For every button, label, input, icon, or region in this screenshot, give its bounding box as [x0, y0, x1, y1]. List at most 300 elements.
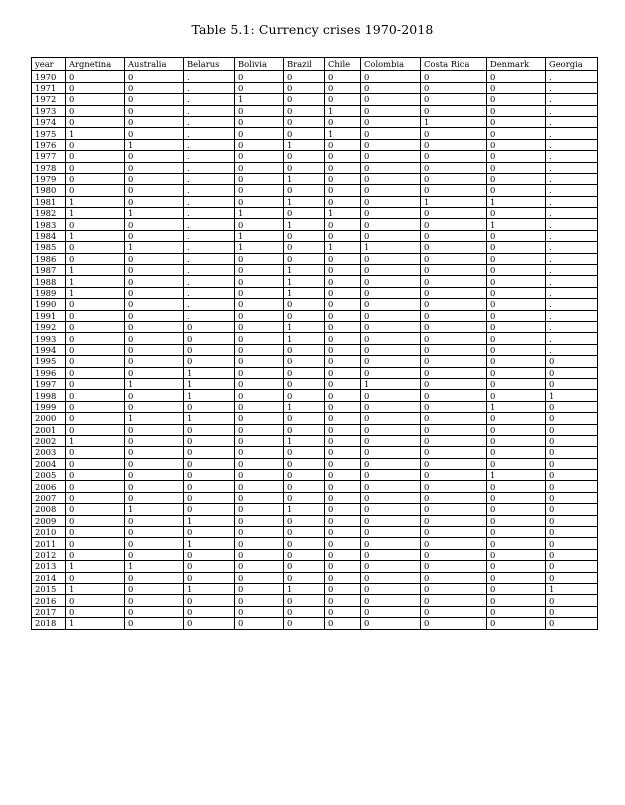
value-cell: . — [546, 321, 598, 332]
value-cell: . — [546, 162, 598, 173]
value-cell: 1 — [125, 242, 184, 253]
value-cell: 0 — [487, 82, 546, 93]
table-container — [31, 57, 597, 630]
value-cell: 0 — [284, 128, 325, 139]
value-cell: 0 — [235, 276, 284, 287]
value-cell: 0 — [235, 561, 284, 572]
value-cell: . — [184, 173, 235, 184]
value-cell: 1 — [487, 219, 546, 230]
value-cell: 0 — [546, 538, 598, 549]
value-cell: 0 — [325, 71, 361, 82]
value-cell: 0 — [421, 378, 487, 389]
value-cell: 0 — [487, 595, 546, 606]
table-row — [32, 481, 598, 492]
table-row — [32, 185, 598, 196]
value-cell: 0 — [235, 401, 284, 412]
value-cell: 0 — [235, 151, 284, 162]
value-cell: 0 — [235, 447, 284, 458]
value-cell: 0 — [235, 595, 284, 606]
value-cell: 0 — [361, 151, 421, 162]
value-cell: 0 — [487, 583, 546, 594]
year-cell: 1978 — [32, 162, 66, 173]
value-cell: 0 — [421, 435, 487, 446]
value-cell: 0 — [66, 401, 125, 412]
value-cell: 0 — [284, 595, 325, 606]
value-cell: 0 — [125, 151, 184, 162]
year-cell: 1987 — [32, 265, 66, 276]
value-cell: . — [546, 128, 598, 139]
value-cell: 0 — [235, 527, 284, 538]
value-cell: 0 — [361, 401, 421, 412]
year-cell: 1972 — [32, 94, 66, 105]
table-row — [32, 71, 598, 82]
value-cell: 0 — [361, 208, 421, 219]
value-cell: 0 — [361, 549, 421, 560]
value-cell: 0 — [361, 94, 421, 105]
value-cell: 0 — [546, 527, 598, 538]
value-cell: 0 — [361, 82, 421, 93]
value-cell: 0 — [235, 310, 284, 321]
value-cell: 0 — [325, 561, 361, 572]
value-cell: 0 — [125, 128, 184, 139]
value-cell: 0 — [487, 356, 546, 367]
value-cell: 0 — [125, 492, 184, 503]
value-cell: 0 — [125, 287, 184, 298]
value-cell: 0 — [235, 265, 284, 276]
value-cell: 1 — [284, 219, 325, 230]
column-header: Chile — [325, 58, 361, 71]
value-cell: 0 — [125, 583, 184, 594]
year-cell: 1983 — [32, 219, 66, 230]
value-cell: 0 — [361, 276, 421, 287]
value-cell: 0 — [284, 447, 325, 458]
value-cell: 0 — [361, 219, 421, 230]
value-cell: . — [546, 116, 598, 127]
table-row — [32, 595, 598, 606]
value-cell: 0 — [487, 561, 546, 572]
value-cell: 1 — [66, 618, 125, 629]
value-cell: 1 — [66, 230, 125, 241]
value-cell: 0 — [546, 504, 598, 515]
value-cell: 0 — [325, 549, 361, 560]
value-cell: 0 — [235, 105, 284, 116]
value-cell: 0 — [66, 71, 125, 82]
value-cell: . — [546, 299, 598, 310]
value-cell: 0 — [235, 173, 284, 184]
value-cell: 0 — [325, 538, 361, 549]
value-cell: 0 — [284, 538, 325, 549]
value-cell: 0 — [421, 527, 487, 538]
value-cell: 0 — [487, 424, 546, 435]
value-cell: 0 — [125, 71, 184, 82]
header-row — [32, 58, 598, 71]
value-cell: 1 — [325, 105, 361, 116]
value-cell: 0 — [235, 139, 284, 150]
column-header: Argnetina — [66, 58, 125, 71]
year-cell: 2008 — [32, 504, 66, 515]
value-cell: 0 — [125, 538, 184, 549]
value-cell: 1 — [235, 94, 284, 105]
value-cell: 0 — [284, 618, 325, 629]
value-cell: 0 — [487, 242, 546, 253]
value-cell: 0 — [125, 321, 184, 332]
year-cell: 1976 — [32, 139, 66, 150]
table-caption: Table 5.1: Currency crises 1970-2018 — [191, 22, 434, 37]
value-cell: . — [546, 287, 598, 298]
value-cell: 0 — [325, 276, 361, 287]
value-cell: 0 — [421, 492, 487, 503]
value-cell: 0 — [361, 139, 421, 150]
value-cell: 0 — [125, 515, 184, 526]
value-cell: . — [184, 299, 235, 310]
value-cell: 0 — [184, 321, 235, 332]
value-cell: 0 — [361, 367, 421, 378]
value-cell: 0 — [325, 196, 361, 207]
value-cell: 0 — [421, 151, 487, 162]
value-cell: 0 — [235, 253, 284, 264]
value-cell: 0 — [325, 413, 361, 424]
value-cell: 0 — [66, 299, 125, 310]
value-cell: 0 — [184, 458, 235, 469]
value-cell: 0 — [361, 618, 421, 629]
value-cell: 0 — [325, 253, 361, 264]
year-cell: 2018 — [32, 618, 66, 629]
value-cell: 0 — [325, 356, 361, 367]
value-cell: 0 — [421, 173, 487, 184]
value-cell: 0 — [546, 606, 598, 617]
value-cell: 0 — [546, 595, 598, 606]
value-cell: 0 — [184, 333, 235, 344]
value-cell: 0 — [284, 492, 325, 503]
value-cell: 0 — [284, 208, 325, 219]
value-cell: 0 — [235, 367, 284, 378]
value-cell: 0 — [125, 116, 184, 127]
value-cell: 0 — [284, 230, 325, 241]
table-row — [32, 367, 598, 378]
value-cell: 0 — [125, 447, 184, 458]
value-cell: 0 — [325, 527, 361, 538]
value-cell: 0 — [487, 447, 546, 458]
table-row — [32, 219, 598, 230]
value-cell: 0 — [421, 242, 487, 253]
value-cell: 1 — [66, 196, 125, 207]
value-cell: 0 — [66, 105, 125, 116]
year-cell: 1971 — [32, 82, 66, 93]
value-cell: 0 — [284, 470, 325, 481]
value-cell: 0 — [125, 401, 184, 412]
value-cell: 0 — [235, 333, 284, 344]
value-cell: 0 — [361, 356, 421, 367]
table-row — [32, 94, 598, 105]
value-cell: 0 — [235, 82, 284, 93]
value-cell: 0 — [361, 583, 421, 594]
year-cell: 2001 — [32, 424, 66, 435]
value-cell: 0 — [361, 492, 421, 503]
value-cell: 0 — [325, 470, 361, 481]
table-row — [32, 173, 598, 184]
value-cell: 1 — [66, 208, 125, 219]
column-header: Belarus — [184, 58, 235, 71]
value-cell: 0 — [235, 390, 284, 401]
value-cell: 0 — [487, 151, 546, 162]
value-cell: 0 — [284, 356, 325, 367]
value-cell: 0 — [66, 333, 125, 344]
value-cell: 0 — [66, 310, 125, 321]
value-cell: . — [184, 128, 235, 139]
year-cell: 2002 — [32, 435, 66, 446]
value-cell: 0 — [325, 390, 361, 401]
value-cell: 0 — [125, 310, 184, 321]
value-cell: 0 — [235, 618, 284, 629]
value-cell: 0 — [361, 265, 421, 276]
table-row — [32, 128, 598, 139]
value-cell: 0 — [487, 344, 546, 355]
value-cell: 1 — [184, 413, 235, 424]
value-cell: 0 — [125, 253, 184, 264]
value-cell: 0 — [487, 333, 546, 344]
value-cell: 0 — [284, 299, 325, 310]
value-cell: 0 — [125, 333, 184, 344]
value-cell: 0 — [421, 185, 487, 196]
value-cell: 0 — [546, 492, 598, 503]
value-cell: 0 — [421, 424, 487, 435]
value-cell: 0 — [421, 595, 487, 606]
value-cell: 0 — [546, 447, 598, 458]
table-row — [32, 413, 598, 424]
value-cell: 0 — [66, 424, 125, 435]
value-cell: 0 — [235, 504, 284, 515]
value-cell: 0 — [66, 515, 125, 526]
value-cell: 0 — [487, 185, 546, 196]
table-row — [32, 572, 598, 583]
value-cell: 1 — [325, 242, 361, 253]
year-cell: 1998 — [32, 390, 66, 401]
value-cell: 0 — [487, 549, 546, 560]
value-cell: 0 — [361, 515, 421, 526]
value-cell: 0 — [284, 94, 325, 105]
value-cell: 0 — [66, 219, 125, 230]
value-cell: 1 — [284, 265, 325, 276]
value-cell: . — [184, 162, 235, 173]
value-cell: 0 — [487, 162, 546, 173]
value-cell: . — [184, 265, 235, 276]
table-row — [32, 242, 598, 253]
table-row — [32, 549, 598, 560]
value-cell: 0 — [235, 606, 284, 617]
value-cell: 0 — [487, 378, 546, 389]
value-cell: 0 — [125, 435, 184, 446]
value-cell: 0 — [325, 367, 361, 378]
value-cell: 0 — [125, 481, 184, 492]
value-cell: 1 — [235, 208, 284, 219]
value-cell: 0 — [66, 390, 125, 401]
value-cell: . — [546, 105, 598, 116]
value-cell: 0 — [66, 595, 125, 606]
value-cell: 0 — [184, 572, 235, 583]
value-cell: 0 — [66, 356, 125, 367]
value-cell: 0 — [66, 470, 125, 481]
year-cell: 1973 — [32, 105, 66, 116]
value-cell: 0 — [125, 265, 184, 276]
year-cell: 2016 — [32, 595, 66, 606]
value-cell: 0 — [421, 299, 487, 310]
table-row — [32, 561, 598, 572]
value-cell: 0 — [235, 515, 284, 526]
year-cell: 1975 — [32, 128, 66, 139]
value-cell: 0 — [487, 276, 546, 287]
value-cell: 0 — [125, 527, 184, 538]
value-cell: 0 — [325, 185, 361, 196]
value-cell: 0 — [325, 515, 361, 526]
value-cell: 0 — [421, 333, 487, 344]
value-cell: 0 — [421, 515, 487, 526]
value-cell: 0 — [66, 242, 125, 253]
table-row — [32, 299, 598, 310]
value-cell: 0 — [125, 196, 184, 207]
value-cell: 0 — [284, 71, 325, 82]
value-cell: 0 — [421, 583, 487, 594]
table-row — [32, 162, 598, 173]
value-cell: 0 — [325, 299, 361, 310]
value-cell: . — [184, 139, 235, 150]
value-cell: 0 — [184, 470, 235, 481]
value-cell: 0 — [284, 310, 325, 321]
value-cell: 1 — [184, 390, 235, 401]
year-cell: 2011 — [32, 538, 66, 549]
value-cell: 0 — [487, 504, 546, 515]
table-row — [32, 492, 598, 503]
value-cell: 1 — [284, 504, 325, 515]
value-cell: 0 — [235, 287, 284, 298]
value-cell: 0 — [66, 82, 125, 93]
table-row — [32, 538, 598, 549]
value-cell: 1 — [421, 116, 487, 127]
year-cell: 1982 — [32, 208, 66, 219]
value-cell: 0 — [325, 481, 361, 492]
value-cell: 0 — [487, 105, 546, 116]
value-cell: 0 — [361, 504, 421, 515]
value-cell: 1 — [284, 401, 325, 412]
value-cell: 0 — [325, 321, 361, 332]
value-cell: 0 — [421, 447, 487, 458]
value-cell: 0 — [325, 492, 361, 503]
table-row — [32, 401, 598, 412]
value-cell: 0 — [184, 356, 235, 367]
value-cell: 0 — [66, 458, 125, 469]
value-cell: 0 — [284, 481, 325, 492]
value-cell: . — [184, 185, 235, 196]
table-row — [32, 378, 598, 389]
value-cell: . — [184, 105, 235, 116]
table-row — [32, 618, 598, 629]
value-cell: 0 — [546, 435, 598, 446]
value-cell: 0 — [546, 413, 598, 424]
column-header: year — [32, 58, 66, 71]
value-cell: . — [184, 253, 235, 264]
value-cell: . — [546, 185, 598, 196]
value-cell: 0 — [487, 265, 546, 276]
year-cell: 2009 — [32, 515, 66, 526]
value-cell: 0 — [284, 527, 325, 538]
year-cell: 1999 — [32, 401, 66, 412]
value-cell: 0 — [361, 105, 421, 116]
value-cell: 1 — [184, 378, 235, 389]
value-cell: 0 — [125, 105, 184, 116]
value-cell: 0 — [66, 572, 125, 583]
value-cell: 0 — [487, 538, 546, 549]
value-cell: . — [184, 287, 235, 298]
year-cell: 1990 — [32, 299, 66, 310]
year-cell: 2015 — [32, 583, 66, 594]
value-cell: 0 — [421, 162, 487, 173]
table-row — [32, 253, 598, 264]
value-cell: 1 — [361, 378, 421, 389]
value-cell: 1 — [284, 196, 325, 207]
value-cell: 0 — [125, 173, 184, 184]
value-cell: 0 — [487, 515, 546, 526]
value-cell: 0 — [421, 572, 487, 583]
value-cell: 0 — [66, 606, 125, 617]
value-cell: . — [546, 253, 598, 264]
value-cell: 0 — [421, 139, 487, 150]
value-cell: 0 — [421, 344, 487, 355]
value-cell: 0 — [487, 208, 546, 219]
year-cell: 1995 — [32, 356, 66, 367]
value-cell: 0 — [125, 344, 184, 355]
value-cell: . — [546, 94, 598, 105]
value-cell: 0 — [546, 356, 598, 367]
value-cell: 0 — [361, 253, 421, 264]
year-cell: 1974 — [32, 116, 66, 127]
year-cell: 2017 — [32, 606, 66, 617]
year-cell: 1981 — [32, 196, 66, 207]
value-cell: 0 — [361, 196, 421, 207]
value-cell: 0 — [325, 219, 361, 230]
value-cell: 0 — [325, 310, 361, 321]
year-cell: 2010 — [32, 527, 66, 538]
column-header: Australia — [125, 58, 184, 71]
value-cell: 0 — [361, 470, 421, 481]
value-cell: 1 — [284, 139, 325, 150]
value-cell: 0 — [184, 527, 235, 538]
value-cell: 0 — [184, 561, 235, 572]
table-row — [32, 458, 598, 469]
value-cell: 0 — [184, 447, 235, 458]
value-cell: 0 — [66, 344, 125, 355]
table-row — [32, 196, 598, 207]
year-cell: 1984 — [32, 230, 66, 241]
year-cell: 2013 — [32, 561, 66, 572]
table-row — [32, 504, 598, 515]
year-cell: 1992 — [32, 321, 66, 332]
year-cell: 2003 — [32, 447, 66, 458]
value-cell: 1 — [66, 583, 125, 594]
year-cell: 1988 — [32, 276, 66, 287]
value-cell: 0 — [546, 424, 598, 435]
value-cell: 0 — [66, 549, 125, 560]
value-cell: . — [184, 71, 235, 82]
value-cell: 0 — [361, 71, 421, 82]
value-cell: . — [546, 310, 598, 321]
value-cell: 0 — [125, 276, 184, 287]
value-cell: 0 — [284, 572, 325, 583]
value-cell: 0 — [361, 162, 421, 173]
value-cell: 0 — [325, 504, 361, 515]
value-cell: 0 — [421, 128, 487, 139]
value-cell: 1 — [284, 583, 325, 594]
value-cell: 1 — [546, 390, 598, 401]
value-cell: 0 — [235, 378, 284, 389]
